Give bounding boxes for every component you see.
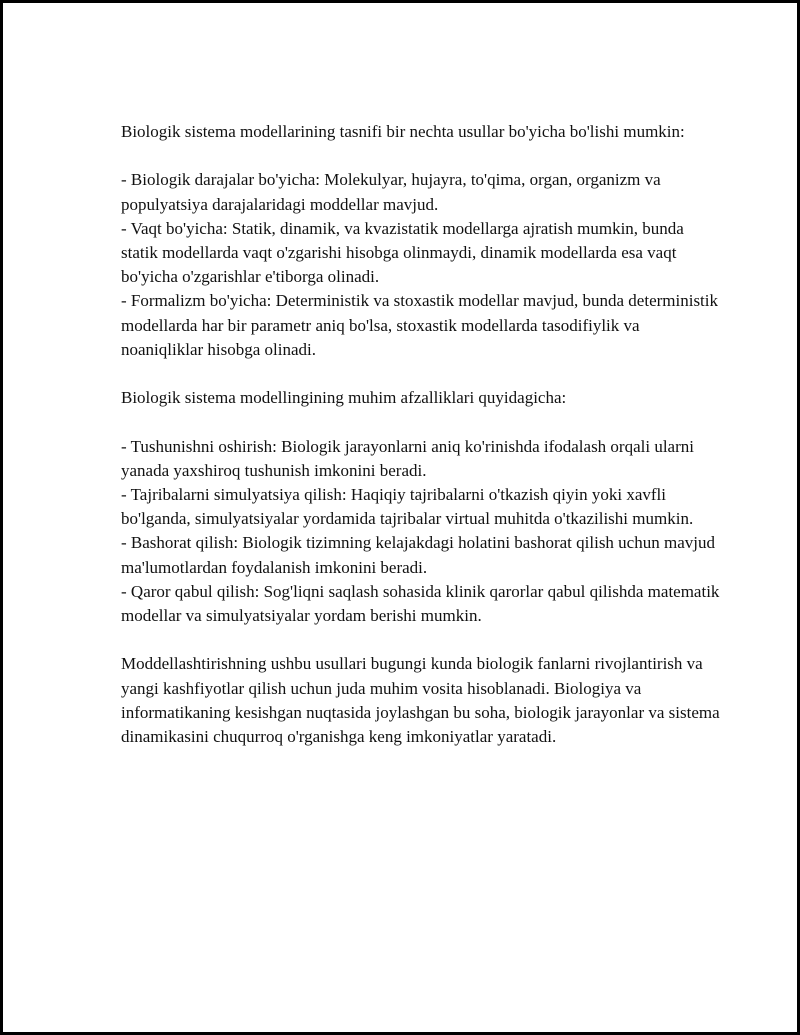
document-body: [121, 120, 721, 749]
paragraph-gap: [121, 628, 721, 652]
advantages-heading: Biologik sistema modellingining muhim afzalliklari quyidagicha:: [121, 388, 567, 408]
intro-paragraph: Biologik sistema modellarining tasnifi bir nechta usullar bo'yicha bo'lishi mumkin:: [121, 122, 685, 141]
paragraph-gap: [121, 362, 721, 386]
classification-item-formalism: - Formalizm bo'yicha: Deterministik va stoxastik modellar mavjud, bunda deterministik modellarda har bir parametr aniq bo'lsa, stoxastik modellarda tasodifiylik va noaniqliklar hisobga olinadi.: [121, 291, 719, 359]
advantage-item-simulation: - Tajribalarni simulyatsiya qilish: Haqiqiy tajribalarni o'tkazish qiyin yoki xavfli bo'lganda, simulyatsiyalar yordamida tajribalar virtual muhitda o'tkazilishi mumkin.: [121, 485, 694, 529]
classification-item-time: - Vaqt bo'yicha: Statik, dinamik, va kvazistatik modellarga ajratish mumkin, bunda statik modellarda vaqt o'zgarishi hisobga olinmaydi, dinamik modellarda esa vaqt bo'yicha o'zgarishlar e'tiborga olinadi.: [121, 218, 684, 287]
conclusion-paragraph: Moddellashtirishning ushbu usullari bugungi kunda biologik fanlarni rivojlantirish va yangi kashfiyotlar qilish uchun juda muhim vosita hisoblanadi. Biologiya va informatikaning kesishgan nuqtasida joylashgan bu soha, biologik jarayonlar va sistema dinamikasini chuqurroq o'rganishga keng imkoniyatlar yaratadi.: [121, 654, 720, 747]
paragraph-gap: [121, 144, 721, 168]
classification-item-biological-levels: - Biologik darajalar bo'yicha: Molekulyar, hujayra, to'qima, organ, organizm va populyatsiya darajalaridagi moddellar mavjud.: [121, 170, 661, 214]
paragraph-gap: [121, 410, 721, 434]
advantage-item-decision: - Qaror qabul qilish: Sog'liqni saqlash sohasida klinik qarorlar qabul qilishda matematik modellar va simulyatsiyalar yordam berishi mumkin.: [121, 581, 720, 626]
advantage-item-prediction: - Bashorat qilish: Biologik tizimning kelajakdagi holatini bashorat qilish uchun mavjud ma'lumotlardan foydalanish imkonini beradi.: [121, 533, 715, 577]
advantage-item-understanding: - Tushunishni oshirish: Biologik jarayonlarni aniq ko'rinishda ifodalash orqali ularni yanada yaxshiroq tushunish imkonini beradi.: [121, 436, 694, 480]
